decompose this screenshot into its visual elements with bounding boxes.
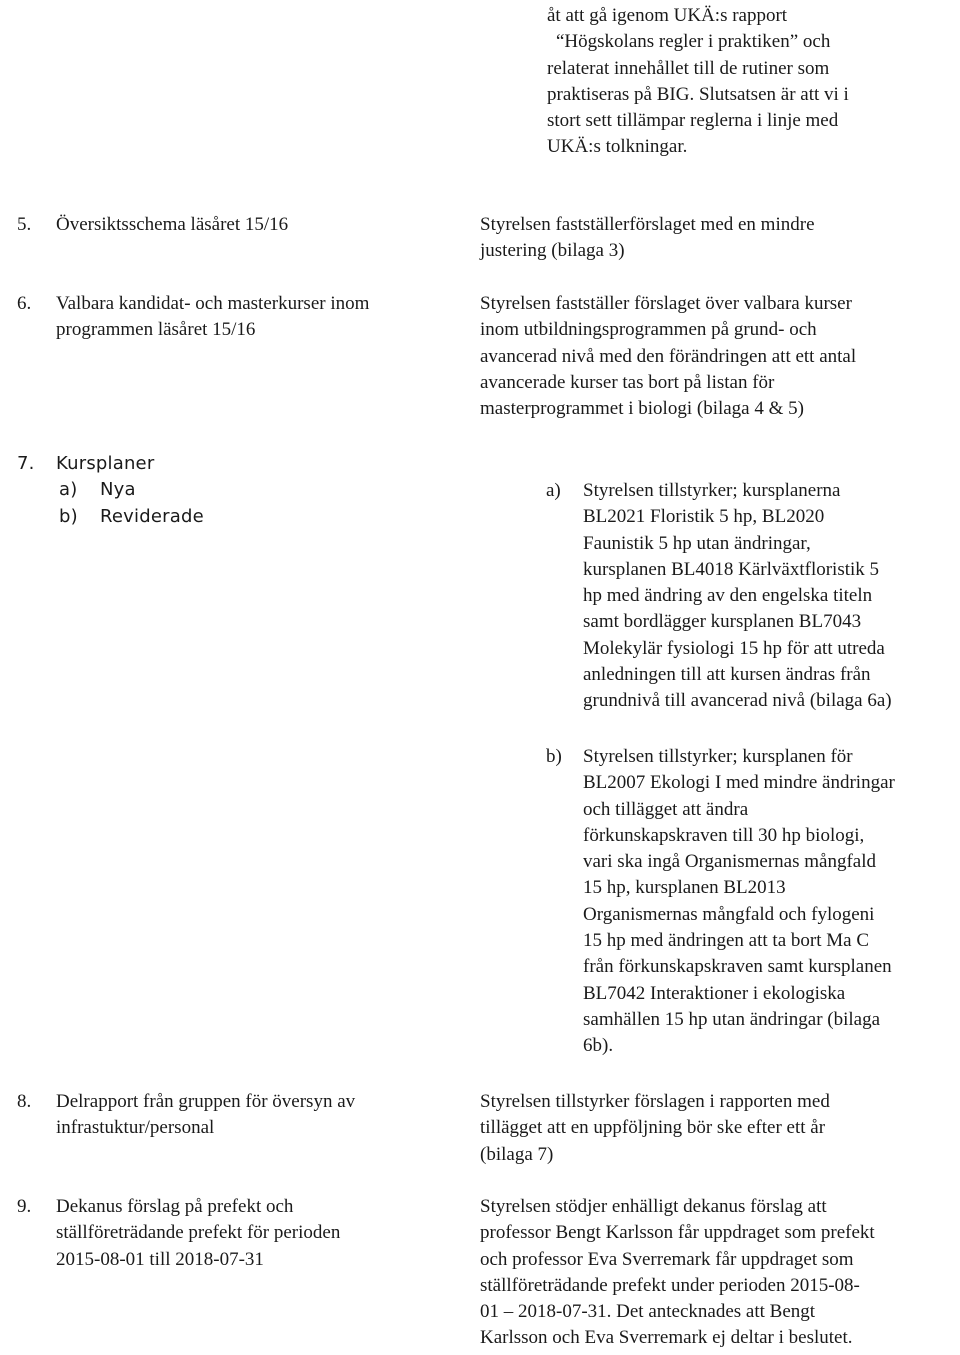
decision-line: Karlsson och Eva Sverremark ej deltar i beslutet. — [480, 1327, 853, 1349]
item-number: 8. — [17, 1091, 32, 1112]
decision-7b — [546, 744, 895, 1060]
subitem-letter: b) — [59, 505, 78, 527]
text-line: relaterat innehållet till de rutiner som — [547, 57, 830, 79]
decision-line: grundnivå till avancerad nivå (bilaga 6a) — [583, 690, 892, 712]
decision-line: masterprogrammet i biologi (bilaga 4 & 5) — [480, 398, 804, 420]
intro-paragraph — [547, 3, 849, 161]
agenda-item-7 — [17, 451, 457, 530]
text-line: UKÄ:s tolkningar. — [547, 136, 688, 158]
decision-line: justering (bilaga 3) — [480, 240, 625, 262]
decision-line: från förkunskapskraven samt kursplanen — [583, 956, 892, 978]
decision-6 — [480, 291, 856, 422]
agenda-item-8 — [17, 1089, 457, 1142]
item-title: 2015-08-01 till 2018-07-31 — [56, 1248, 264, 1270]
text-line: stort sett tillämpar reglerna i linje med — [547, 110, 839, 132]
decision-line: 01 – 2018-07-31. Det antecknades att Bengt — [480, 1301, 816, 1323]
decision-line: ställföreträdande prefekt under perioden 2015-08- — [480, 1274, 860, 1296]
decision-line: hp med ändring av den engelska titeln — [583, 585, 873, 607]
item-title: programmen läsåret 15/16 — [56, 319, 256, 341]
decision-line: inom utbildningsprogrammen på grund- och — [480, 319, 817, 341]
item-title: Delrapport från gruppen för översyn av — [56, 1091, 356, 1112]
subitem-label: Nya — [100, 479, 136, 501]
decision-line: och professor Eva Sverremark får uppdraget som — [480, 1248, 854, 1270]
decision-letter: a) — [546, 480, 561, 501]
decision-line: tillägget att en uppföljning bör ske efter ett år — [480, 1117, 826, 1139]
decision-line: professor Bengt Karlsson får uppdraget som prefekt — [480, 1222, 875, 1244]
decision-line: Molekylär fysiologi 15 hp för att utreda — [583, 637, 885, 659]
item-title: Kursplaner — [56, 453, 155, 474]
item-number: 5. — [17, 214, 32, 235]
decision-line: Styrelsen fastställer förslaget över valbara kurser — [480, 293, 852, 314]
decision-line: (bilaga 7) — [480, 1143, 554, 1165]
decision-line: BL2021 Floristik 5 hp, BL2020 — [583, 506, 825, 528]
decision-line: samhällen 15 hp utan ändringar (bilaga — [583, 1008, 881, 1030]
decision-line: 15 hp med ändringen att ta bort Ma C — [583, 930, 869, 952]
decision-line: BL2007 Ekologi I med mindre ändringar — [583, 772, 895, 794]
item-number: 9. — [17, 1196, 32, 1217]
item-title: Valbara kandidat- och masterkurser inom — [56, 293, 370, 314]
decision-line: avancerad nivå med den förändringen att ett antal — [480, 345, 857, 367]
decision-line: kursplanen BL4018 Kärlväxtfloristik 5 — [583, 558, 880, 580]
decision-9 — [480, 1194, 875, 1352]
decision-line: BL7042 Interaktioner i ekologiska — [583, 982, 846, 1004]
text-line: åt att gå igenom UKÄ:s rapport — [547, 5, 788, 26]
decision-line: vari ska ingå Organismernas mångfald — [583, 851, 877, 873]
item-number: 7. — [17, 453, 35, 474]
item-title: Dekanus förslag på prefekt och — [56, 1196, 294, 1217]
decision-line: förkunskapskraven till 30 hp biologi, — [583, 824, 865, 846]
text-line: praktiseras på BIG. Slutsatsen är att vi i — [547, 83, 849, 105]
decision-line: 15 hp, kursplanen BL2013 — [583, 877, 786, 899]
decision-letter: b) — [546, 746, 562, 767]
agenda-item-9 — [17, 1194, 457, 1273]
decision-line: Styrelsen stödjer enhälligt dekanus förslag att — [480, 1196, 827, 1217]
text-line: “Högskolans regler i praktiken” och — [556, 31, 831, 53]
decision-line: Styrelsen fastställerförslaget med en mindre — [480, 214, 815, 235]
item-title: Översiktsschema läsåret 15/16 — [56, 214, 289, 235]
subitem-label: Reviderade — [100, 505, 204, 527]
item-title: ställföreträdande prefekt för perioden — [56, 1222, 341, 1244]
item-number: 6. — [17, 293, 32, 314]
decision-line: Organismernas mångfald och fylogeni — [583, 903, 875, 925]
item-title: infrastuktur/personal — [56, 1117, 215, 1139]
decision-line: Faunistik 5 hp utan ändringar, — [583, 532, 811, 554]
decision-line: Styrelsen tillstyrker; kursplanen för — [583, 746, 853, 767]
decision-line: anledningen till att kursen ändras från — [583, 664, 871, 686]
decision-5 — [480, 212, 815, 265]
decision-7a — [546, 478, 892, 715]
decision-line: och tillägget att ändra — [583, 798, 749, 820]
decision-line: 6b). — [583, 1035, 614, 1057]
agenda-item-6 — [17, 291, 457, 344]
decision-line: Styrelsen tillstyrker förslagen i rapporten med — [480, 1091, 830, 1112]
decision-8 — [480, 1089, 830, 1168]
decision-line: samt bordlägger kursplanen BL7043 — [583, 611, 862, 633]
decision-line: Styrelsen tillstyrker; kursplanerna — [583, 480, 841, 501]
decision-line: avancerade kurser tas bort på listan för — [480, 371, 775, 393]
agenda-item-5 — [17, 212, 457, 238]
subitem-letter: a) — [59, 479, 78, 501]
subitem-list — [59, 477, 457, 530]
